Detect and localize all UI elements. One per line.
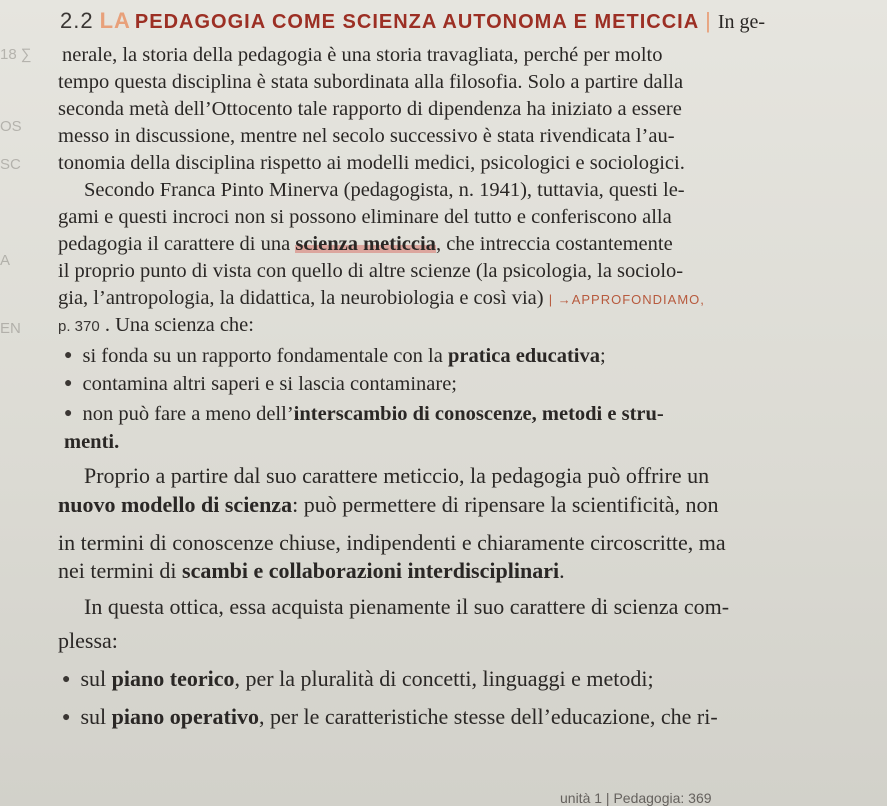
text-line: nerale, la storia della pedagogia è una storia travagliata, perché per molto: [62, 44, 663, 66]
text-line: in termini di conoscenze chiuse, indipendenti e chiaramente circoscritte, ma: [58, 530, 726, 555]
key-term: pratica educativa: [447, 345, 600, 367]
text-line: il proprio punto di vista con quello di altre scienze (la psicologia, la sociolo-: [58, 260, 684, 282]
section-heading: [60, 8, 860, 34]
cross-reference-link[interactable]: | →APPROFONDIAMO,: [548, 292, 705, 307]
section-title: PEDAGOGIA COME SCIENZA AUTONOMA E METICCIA: [134, 11, 700, 33]
list-item: ● sul piano teorico, per la pluralità di concetti, linguaggi e metodi;: [62, 666, 654, 691]
key-term: interscambio di conoscenze, metodi e stru-: [293, 403, 664, 425]
margin-bleed-mark: 18 ∑: [0, 46, 32, 63]
page-footer: unità 1 | Pedagogia: 369: [560, 790, 712, 806]
key-term: scambi e collaborazioni interdisciplinari: [182, 558, 560, 583]
bullet-icon: ●: [64, 348, 73, 363]
margin-bleed-mark: SC: [0, 156, 21, 173]
paragraph-lead: In ge-: [717, 11, 766, 33]
bullet-icon: ●: [62, 710, 71, 725]
margin-bleed-mark: EN: [0, 320, 21, 337]
bullet-icon: ●: [64, 376, 73, 391]
text-line: In questa ottica, essa acquista pienamente il suo carattere di scienza com-: [84, 594, 730, 619]
page-reference[interactable]: p. 370: [58, 318, 100, 335]
section-number: 2.2: [60, 8, 94, 33]
section-article: LA: [99, 8, 131, 33]
text-line: menti.: [64, 431, 120, 453]
text-line: nuovo modello di scienza: può permettere di ripensare la scientificità, non: [58, 492, 719, 517]
text-line: Secondo Franca Pinto Minerva (pedagogista, n. 1941), tuttavia, questi le-: [84, 179, 685, 201]
key-term: scienza meticcia: [295, 233, 436, 255]
list-item: ● si fonda su un rapporto fondamentale con la pratica educativa;: [64, 345, 606, 367]
text-line: nei termini di scambi e collaborazioni interdisciplinari.: [58, 558, 565, 583]
text-line: tonomia della disciplina rispetto ai modelli medici, psicologici e sociologici.: [58, 152, 685, 174]
bullet-icon: ●: [64, 406, 73, 421]
list-item: ● non può fare a meno dell’interscambio di conoscenze, metodi e stru-: [64, 403, 664, 425]
margin-bleed-mark: A: [0, 252, 11, 269]
list-item: ● sul piano operativo, per le caratteristiche stesse dell’educazione, che ri-: [62, 704, 718, 729]
text-line: plessa:: [58, 628, 118, 653]
text-line: seconda metà dell’Ottocento tale rapporto di dipendenza ha iniziato a essere: [58, 98, 682, 120]
title-separator: |: [705, 8, 712, 33]
text-line: gami e questi incroci non si possono eliminare del tutto e conferiscono alla: [58, 206, 672, 228]
list-item: ● contamina altri saperi e si lascia contaminare;: [64, 373, 458, 395]
text-line: tempo questa disciplina è stata subordinata alla filosofia. Solo a partire dalla: [58, 71, 684, 93]
text-line: messo in discussione, mentre nel secolo successivo è stata rivendicata l’au-: [58, 125, 675, 147]
margin-bleed-mark: OS: [0, 118, 22, 135]
key-term: piano teorico: [111, 666, 235, 691]
text-line: Proprio a partire dal suo carattere meticcio, la pedagogia può offrire un: [84, 463, 710, 488]
text-line: pedagogia il carattere di una scienza meticcia, che intreccia costantemente: [58, 233, 673, 255]
key-term: nuovo modello di scienza: [58, 492, 293, 517]
text-line: gia, l’antropologia, la didattica, la neurobiologia e così via) | →APPROFONDIAMO,: [58, 287, 705, 309]
key-term: piano operativo: [111, 704, 259, 729]
bullet-icon: ●: [62, 672, 71, 687]
text-line: p. 370 . Una scienza che:: [58, 314, 254, 336]
